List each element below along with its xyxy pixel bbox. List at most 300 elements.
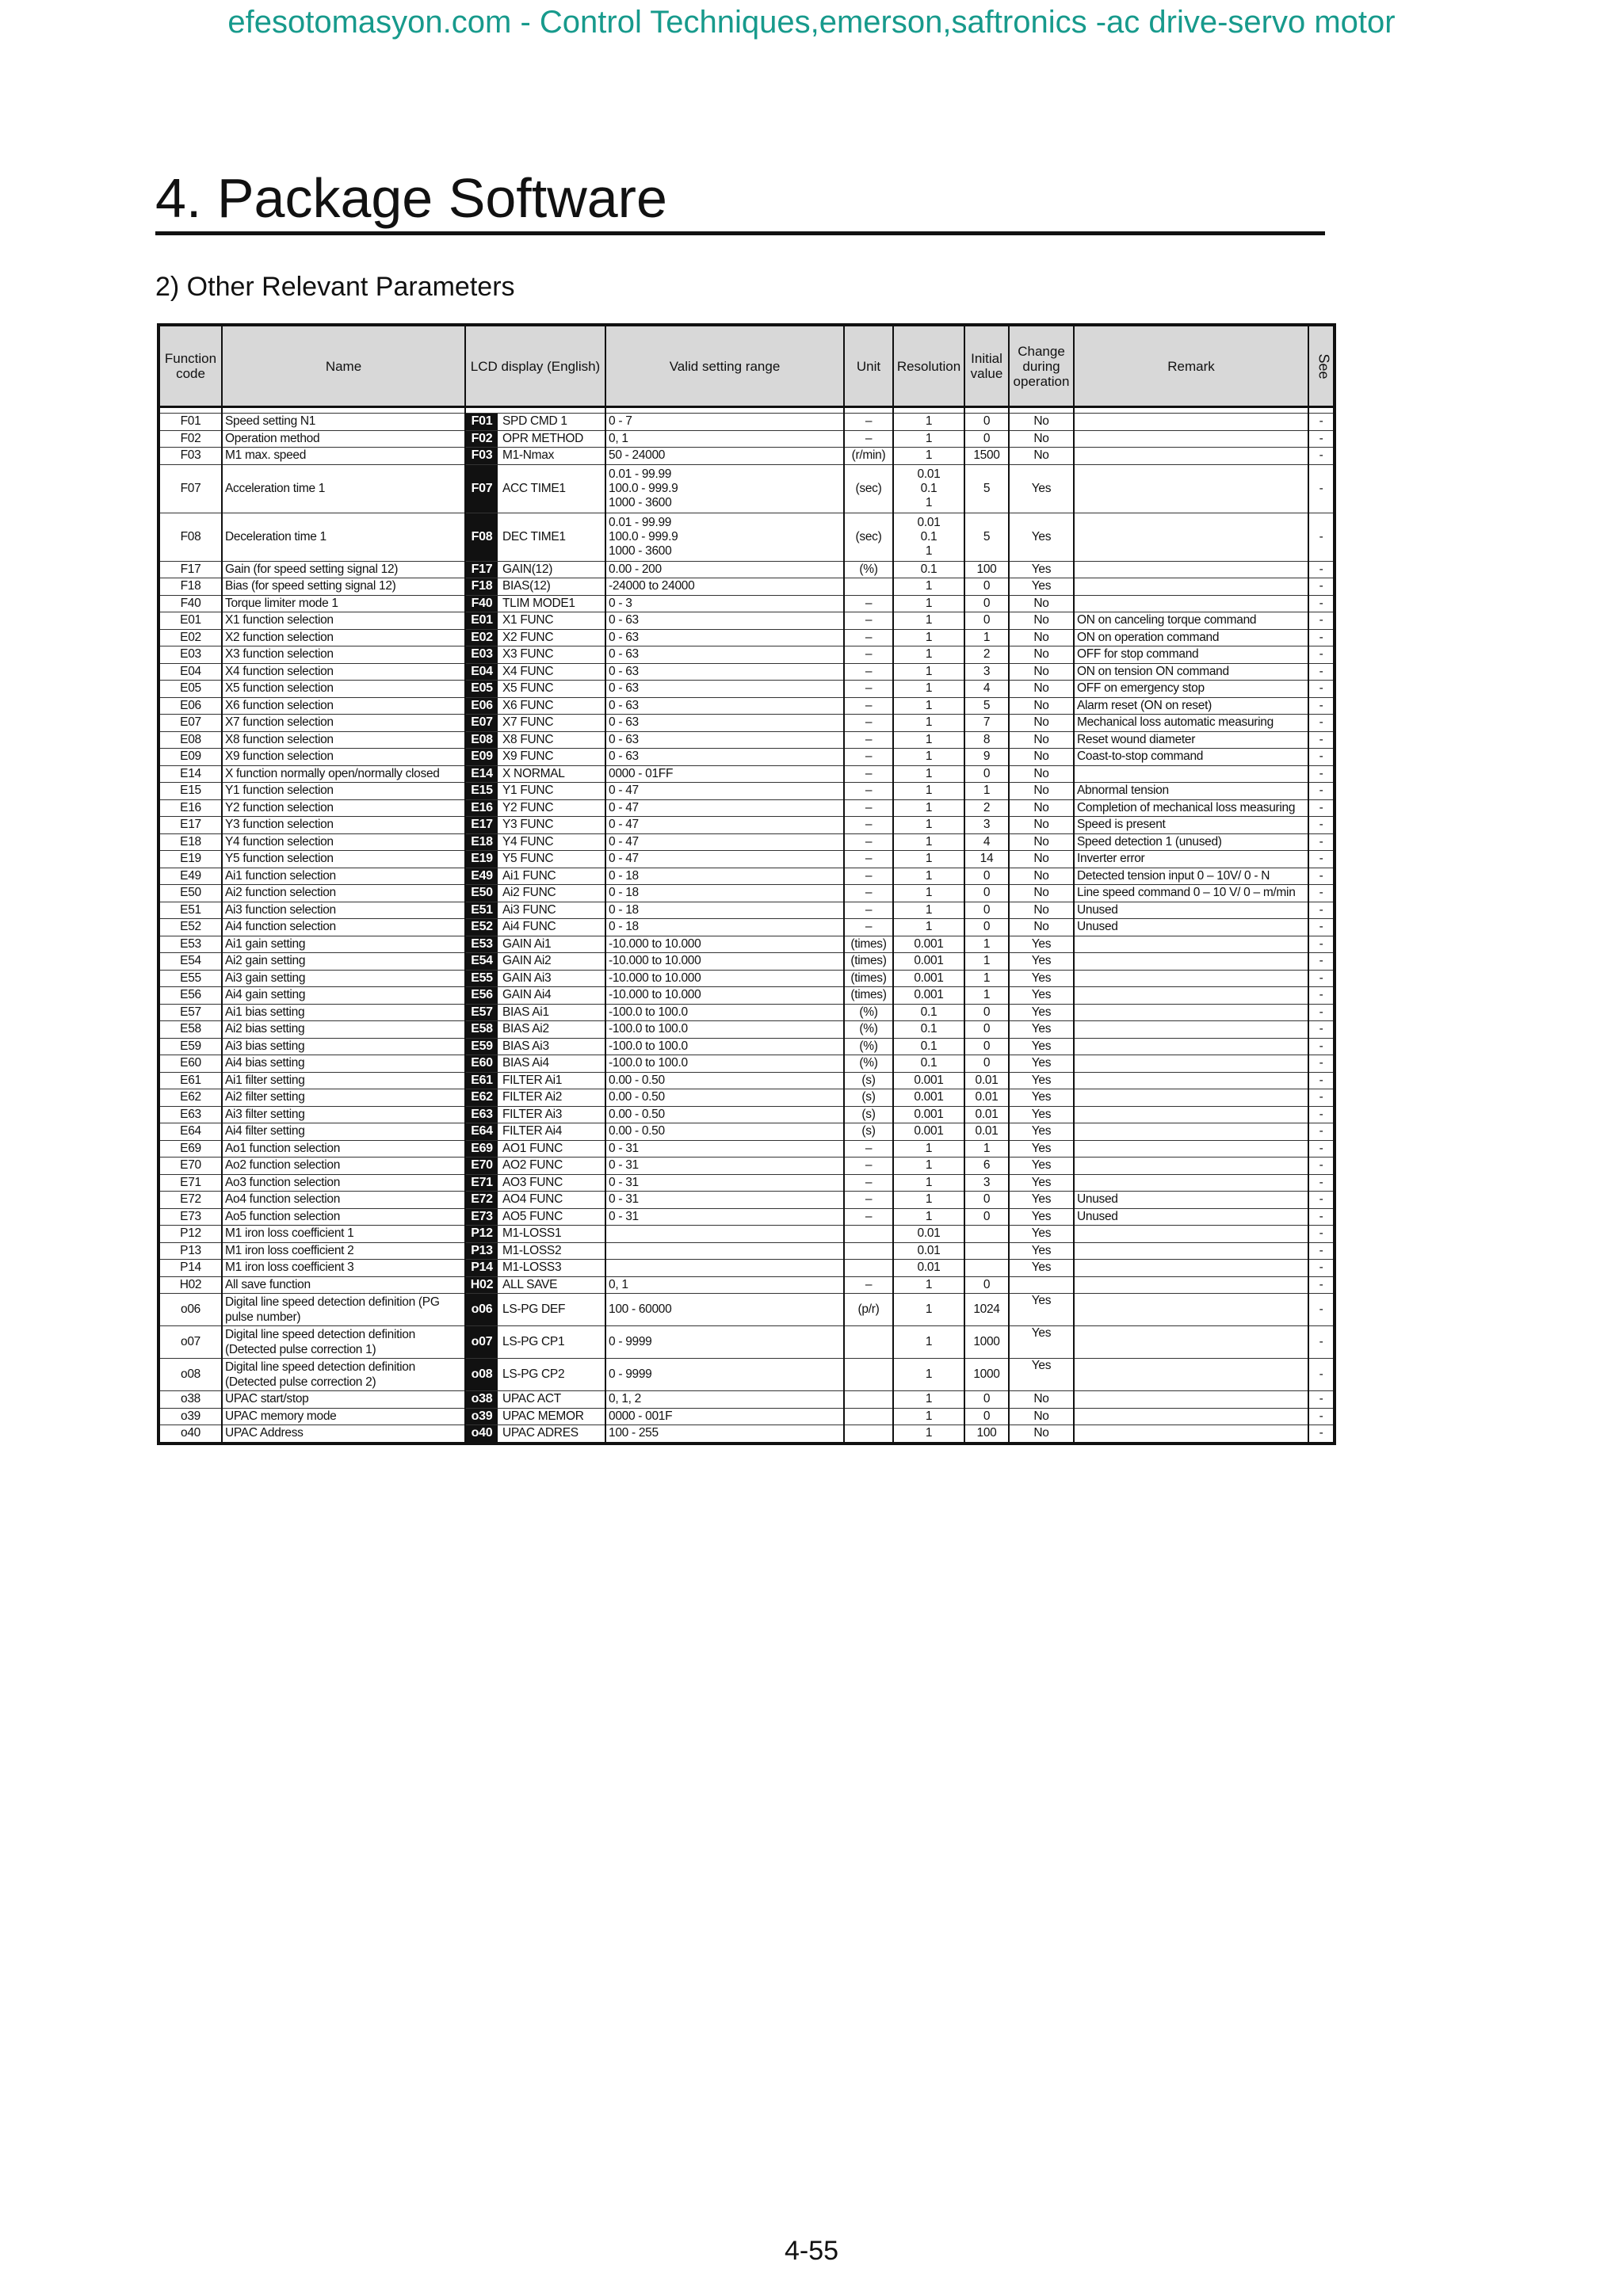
cell-change: No xyxy=(1009,817,1074,834)
lcd-text: DEC TIME1 xyxy=(502,529,566,543)
table-body xyxy=(158,407,1335,1444)
table-row xyxy=(158,1072,1335,1089)
cell-unit xyxy=(844,1391,893,1409)
cell-name: Ao1 function selection xyxy=(222,1140,465,1158)
cell-change: Yes xyxy=(1009,464,1074,513)
cell-code: E49 xyxy=(158,868,222,885)
cell-init: 8 xyxy=(964,731,1009,749)
cell-change: No xyxy=(1009,799,1074,817)
lcd-text: LS-PG CP2 xyxy=(502,1367,565,1381)
cell-change: No xyxy=(1009,430,1074,448)
cell-remark xyxy=(1074,448,1308,465)
cell-range: -100.0 to 100.0 xyxy=(605,1021,844,1039)
cell-remark: Speed is present xyxy=(1074,817,1308,834)
lcd-code-badge: o08 xyxy=(466,1359,498,1390)
cell-lcd xyxy=(465,1123,605,1141)
lcd-code-badge: P14 xyxy=(466,1260,498,1276)
cell-res: 1 xyxy=(893,414,964,431)
lcd-text: GAIN Ai4 xyxy=(502,988,552,1002)
lcd-text: UPAC ACT xyxy=(502,1392,561,1406)
lcd-code-badge: F03 xyxy=(466,448,498,464)
table-row xyxy=(158,783,1335,800)
lcd-text: BIAS Ai2 xyxy=(502,1022,549,1036)
cell-range xyxy=(605,1242,844,1260)
cell-unit: (s) xyxy=(844,1072,893,1089)
lcd-code-badge: E69 xyxy=(466,1141,498,1158)
parameter-table xyxy=(157,323,1336,1445)
lcd-display xyxy=(466,1107,605,1123)
lcd-code-badge: E06 xyxy=(466,698,498,715)
cell-init: 1000 xyxy=(964,1359,1009,1391)
lcd-code-badge: F01 xyxy=(466,414,498,430)
cell-res: 0.1 xyxy=(893,561,964,578)
lcd-text: M1-LOSS3 xyxy=(502,1261,562,1275)
cell-change: No xyxy=(1009,885,1074,902)
cell-name: X4 function selection xyxy=(222,663,465,681)
cell-init: 0 xyxy=(964,578,1009,596)
table-row xyxy=(158,1226,1335,1243)
cell-range: 0 - 18 xyxy=(605,902,844,919)
cell-remark xyxy=(1074,1276,1308,1294)
cell-lcd xyxy=(465,1226,605,1243)
lcd-code-badge: E70 xyxy=(466,1158,498,1174)
cell-remark xyxy=(1074,578,1308,596)
cell-unit: (%) xyxy=(844,1055,893,1073)
cell-range: 0.00 - 200 xyxy=(605,561,844,578)
cell-unit: – xyxy=(844,1140,893,1158)
cell-see: - xyxy=(1308,578,1335,596)
cell-see: - xyxy=(1308,513,1335,561)
cell-change: Yes xyxy=(1009,1326,1074,1359)
cell-range: 0.01 - 99.99 100.0 - 999.9 1000 - 3600 xyxy=(605,513,844,561)
lcd-code-badge: E03 xyxy=(466,646,498,663)
cell-remark: OFF on emergency stop xyxy=(1074,681,1308,698)
lcd-display xyxy=(466,851,605,868)
cell-res: 1 xyxy=(893,448,964,465)
cell-remark: Unused xyxy=(1074,1192,1308,1209)
cell-unit xyxy=(844,1260,893,1277)
cell-unit: (r/min) xyxy=(844,448,893,465)
cell-change: Yes xyxy=(1009,1038,1074,1055)
cell-init: 0 xyxy=(964,1055,1009,1073)
cell-remark xyxy=(1074,1123,1308,1141)
cell-change: No xyxy=(1009,595,1074,612)
cell-see: - xyxy=(1308,629,1335,646)
cell-lcd xyxy=(465,1055,605,1073)
lcd-text: X9 FUNC xyxy=(502,749,554,764)
lcd-display xyxy=(466,513,605,561)
lcd-code-badge: E73 xyxy=(466,1209,498,1226)
lcd-text: SPD CMD 1 xyxy=(502,414,567,429)
lcd-code-badge: o39 xyxy=(466,1409,498,1425)
lcd-display xyxy=(466,698,605,715)
cell-remark: Unused xyxy=(1074,919,1308,936)
lcd-display xyxy=(466,1277,605,1294)
cell-see: - xyxy=(1308,885,1335,902)
cell-see: - xyxy=(1308,799,1335,817)
lcd-display xyxy=(466,664,605,681)
cell-unit: – xyxy=(844,715,893,732)
cell-remark xyxy=(1074,1038,1308,1055)
header-see-label: See xyxy=(1316,353,1332,379)
cell-res: 1 xyxy=(893,646,964,664)
cell-code: E71 xyxy=(158,1174,222,1192)
lcd-code-badge: E19 xyxy=(466,851,498,868)
lcd-text: AO3 FUNC xyxy=(502,1175,563,1189)
cell-range: 100 - 60000 xyxy=(605,1294,844,1326)
cell-res: 1 xyxy=(893,902,964,919)
cell-init: 6 xyxy=(964,1158,1009,1175)
lcd-code-badge: E60 xyxy=(466,1055,498,1072)
cell-res: 0.1 xyxy=(893,1038,964,1055)
lcd-text: BIAS Ai1 xyxy=(502,1005,549,1019)
table-row xyxy=(158,1425,1335,1444)
cell-unit: (sec) xyxy=(844,513,893,561)
table-row xyxy=(158,578,1335,596)
cell-range: 0000 - 01FF xyxy=(605,765,844,783)
table-row xyxy=(158,629,1335,646)
site-banner[interactable]: efesotomasyon.com - Control Techniques,emerson,saftronics -ac drive-servo motor xyxy=(227,5,1396,40)
cell-res: 1 xyxy=(893,1174,964,1192)
lcd-code-badge: E55 xyxy=(466,971,498,987)
cell-init: 4 xyxy=(964,681,1009,698)
cell-lcd xyxy=(465,681,605,698)
table-row xyxy=(158,1192,1335,1209)
cell-res: 1 xyxy=(893,833,964,851)
cell-init xyxy=(964,1226,1009,1243)
cell-res: 1 xyxy=(893,612,964,630)
cell-see: - xyxy=(1308,681,1335,698)
cell-unit: – xyxy=(844,1158,893,1175)
lcd-text: X8 FUNC xyxy=(502,732,554,746)
cell-res: 1 xyxy=(893,578,964,596)
lcd-code-badge: E15 xyxy=(466,783,498,799)
cell-code: F02 xyxy=(158,430,222,448)
lcd-text: BIAS(12) xyxy=(502,579,551,593)
cell-range: 0 - 63 xyxy=(605,646,844,664)
cell-lcd xyxy=(465,783,605,800)
cell-change: Yes xyxy=(1009,1123,1074,1141)
cell-init: 5 xyxy=(964,464,1009,513)
lcd-display xyxy=(466,1243,605,1260)
table-row xyxy=(158,987,1335,1005)
cell-remark xyxy=(1074,1226,1308,1243)
lcd-code-badge: o06 xyxy=(466,1294,498,1325)
lcd-code-badge: o40 xyxy=(466,1425,498,1442)
cell-remark: Detected tension input 0 – 10V/ 0 - N xyxy=(1074,868,1308,885)
cell-range: 0 - 31 xyxy=(605,1140,844,1158)
cell-range: 0000 - 001F xyxy=(605,1408,844,1425)
cell-res: 1 xyxy=(893,765,964,783)
table-row xyxy=(158,1004,1335,1021)
cell-see: - xyxy=(1308,1326,1335,1359)
lcd-display xyxy=(466,732,605,749)
cell-remark: Abnormal tension xyxy=(1074,783,1308,800)
cell-change: No xyxy=(1009,414,1074,431)
cell-code: E04 xyxy=(158,663,222,681)
cell-init: 9 xyxy=(964,749,1009,766)
cell-remark xyxy=(1074,1106,1308,1123)
cell-see: - xyxy=(1308,1359,1335,1391)
cell-res: 0.1 xyxy=(893,1055,964,1073)
table-row xyxy=(158,1140,1335,1158)
cell-lcd xyxy=(465,970,605,987)
table-header-row xyxy=(158,325,1335,407)
cell-name: Ai1 function selection xyxy=(222,868,465,885)
cell-name: Ai3 bias setting xyxy=(222,1038,465,1055)
lcd-code-badge: F07 xyxy=(466,465,498,513)
cell-change: No xyxy=(1009,663,1074,681)
cell-code: P12 xyxy=(158,1226,222,1243)
cell-init: 3 xyxy=(964,1174,1009,1192)
cell-code: E01 xyxy=(158,612,222,630)
table-row xyxy=(158,681,1335,698)
cell-res: 1 xyxy=(893,1391,964,1409)
cell-init: 1024 xyxy=(964,1294,1009,1326)
lcd-text: GAIN Ai3 xyxy=(502,971,552,985)
cell-range: 0 - 63 xyxy=(605,663,844,681)
cell-init: 0 xyxy=(964,1208,1009,1226)
cell-range: 0 - 47 xyxy=(605,833,844,851)
cell-init: 0 xyxy=(964,612,1009,630)
lcd-display xyxy=(466,1089,605,1106)
cell-range: -100.0 to 100.0 xyxy=(605,1004,844,1021)
cell-remark xyxy=(1074,430,1308,448)
lcd-text: Y4 FUNC xyxy=(502,834,554,849)
cell-unit: – xyxy=(844,629,893,646)
cell-change: No xyxy=(1009,629,1074,646)
lcd-code-badge: F17 xyxy=(466,562,498,578)
cell-range: 0 - 9999 xyxy=(605,1326,844,1359)
table-row xyxy=(158,817,1335,834)
cell-init: 1 xyxy=(964,629,1009,646)
cell-code: o08 xyxy=(158,1359,222,1391)
cell-range: 0.01 - 99.99 100.0 - 999.9 1000 - 3600 xyxy=(605,464,844,513)
cell-unit: – xyxy=(844,1174,893,1192)
cell-res: 1 xyxy=(893,1140,964,1158)
cell-lcd xyxy=(465,1294,605,1326)
cell-res: 1 xyxy=(893,1359,964,1391)
cell-name: Ao3 function selection xyxy=(222,1174,465,1192)
cell-change: Yes xyxy=(1009,1106,1074,1123)
cell-range: 0 - 63 xyxy=(605,715,844,732)
cell-lcd xyxy=(465,578,605,596)
cell-remark xyxy=(1074,1158,1308,1175)
table-row xyxy=(158,936,1335,953)
cell-change: Yes xyxy=(1009,1242,1074,1260)
cell-change: No xyxy=(1009,1391,1074,1409)
cell-init: 0 xyxy=(964,1004,1009,1021)
lcd-text: Ai2 FUNC xyxy=(502,886,556,900)
cell-unit: (times) xyxy=(844,970,893,987)
cell-unit: – xyxy=(844,681,893,698)
cell-name: Ai1 bias setting xyxy=(222,1004,465,1021)
cell-code: E16 xyxy=(158,799,222,817)
cell-res: 1 xyxy=(893,749,964,766)
cell-init: 0 xyxy=(964,902,1009,919)
cell-code: F18 xyxy=(158,578,222,596)
cell-init: 1 xyxy=(964,987,1009,1005)
cell-range: -10.000 to 10.000 xyxy=(605,987,844,1005)
cell-name: Bias (for speed setting signal 12) xyxy=(222,578,465,596)
cell-lcd xyxy=(465,1158,605,1175)
cell-range: 0 - 31 xyxy=(605,1208,844,1226)
lcd-text: BIAS Ai4 xyxy=(502,1056,549,1070)
lcd-code-badge: H02 xyxy=(466,1277,498,1294)
cell-res: 1 xyxy=(893,681,964,698)
cell-lcd xyxy=(465,612,605,630)
cell-name: Digital line speed detection definition (Detected pulse correction 1) xyxy=(222,1326,465,1359)
lcd-display xyxy=(466,783,605,799)
lcd-text: X4 FUNC xyxy=(502,664,554,678)
cell-see: - xyxy=(1308,1260,1335,1277)
header-see xyxy=(1308,325,1335,407)
cell-range: 0 - 18 xyxy=(605,919,844,936)
cell-see: - xyxy=(1308,1391,1335,1409)
cell-code: E07 xyxy=(158,715,222,732)
cell-name: X8 function selection xyxy=(222,731,465,749)
lcd-code-badge: E64 xyxy=(466,1123,498,1140)
cell-name: M1 max. speed xyxy=(222,448,465,465)
table-row xyxy=(158,868,1335,885)
cell-change: Yes xyxy=(1009,936,1074,953)
cell-code: E60 xyxy=(158,1055,222,1073)
cell-change: Yes xyxy=(1009,1021,1074,1039)
cell-see: - xyxy=(1308,919,1335,936)
cell-init xyxy=(964,1242,1009,1260)
header-change-during-operation: Change during operation xyxy=(1009,325,1074,407)
cell-lcd xyxy=(465,1242,605,1260)
lcd-display xyxy=(466,1326,605,1358)
lcd-text: BIAS Ai3 xyxy=(502,1039,549,1053)
cell-remark xyxy=(1074,1326,1308,1359)
cell-code: E03 xyxy=(158,646,222,664)
cell-range: 0 - 63 xyxy=(605,629,844,646)
cell-change: Yes xyxy=(1009,1260,1074,1277)
cell-range: -10.000 to 10.000 xyxy=(605,970,844,987)
cell-res: 0.001 xyxy=(893,953,964,971)
cell-lcd xyxy=(465,799,605,817)
header-remark: Remark xyxy=(1074,325,1308,407)
cell-res: 1 xyxy=(893,430,964,448)
cell-change: Yes xyxy=(1009,1089,1074,1107)
cell-name: X1 function selection xyxy=(222,612,465,630)
cell-remark xyxy=(1074,513,1308,561)
cell-change: Yes xyxy=(1009,953,1074,971)
cell-code: F17 xyxy=(158,561,222,578)
cell-change: Yes xyxy=(1009,970,1074,987)
cell-res: 0.001 xyxy=(893,1123,964,1141)
table-row xyxy=(158,1038,1335,1055)
cell-name: Ai2 function selection xyxy=(222,885,465,902)
lcd-display xyxy=(466,1021,605,1038)
cell-code: E09 xyxy=(158,749,222,766)
lcd-code-badge: E51 xyxy=(466,902,498,919)
table-row xyxy=(158,833,1335,851)
cell-change: No xyxy=(1009,833,1074,851)
lcd-display xyxy=(466,902,605,919)
cell-code: E53 xyxy=(158,936,222,953)
cell-range: -100.0 to 100.0 xyxy=(605,1055,844,1073)
cell-lcd xyxy=(465,1408,605,1425)
cell-code: E06 xyxy=(158,697,222,715)
cell-res: 1 xyxy=(893,1326,964,1359)
cell-name: All save function xyxy=(222,1276,465,1294)
cell-code: F08 xyxy=(158,513,222,561)
lcd-text: FILTER Ai4 xyxy=(502,1124,563,1138)
cell-res: 0.01 xyxy=(893,1260,964,1277)
cell-change: No xyxy=(1009,919,1074,936)
cell-unit: – xyxy=(844,868,893,885)
lcd-text: AO4 FUNC xyxy=(502,1192,563,1207)
cell-change: Yes xyxy=(1009,1158,1074,1175)
lcd-display xyxy=(466,1359,605,1390)
cell-name: Operation method xyxy=(222,430,465,448)
cell-lcd xyxy=(465,1391,605,1409)
cell-name: M1 iron loss coefficient 2 xyxy=(222,1242,465,1260)
lcd-code-badge: E56 xyxy=(466,987,498,1004)
lcd-text: LS-PG CP1 xyxy=(502,1335,565,1348)
cell-change: No xyxy=(1009,765,1074,783)
cell-lcd xyxy=(465,1021,605,1039)
cell-code: E73 xyxy=(158,1208,222,1226)
cell-see: - xyxy=(1308,414,1335,431)
cell-see: - xyxy=(1308,1408,1335,1425)
cell-remark xyxy=(1074,1140,1308,1158)
cell-see: - xyxy=(1308,987,1335,1005)
cell-lcd xyxy=(465,1208,605,1226)
cell-unit: – xyxy=(844,646,893,664)
cell-lcd xyxy=(465,513,605,561)
cell-remark xyxy=(1074,1408,1308,1425)
cell-remark: Reset wound diameter xyxy=(1074,731,1308,749)
cell-see: - xyxy=(1308,1055,1335,1073)
cell-range: 0 - 9999 xyxy=(605,1359,844,1391)
cell-range: 0 - 47 xyxy=(605,799,844,817)
cell-unit: (sec) xyxy=(844,464,893,513)
cell-see: - xyxy=(1308,1038,1335,1055)
cell-change: Yes xyxy=(1009,1226,1074,1243)
cell-unit: – xyxy=(844,414,893,431)
cell-see: - xyxy=(1308,1242,1335,1260)
lcd-display xyxy=(466,1294,605,1325)
cell-see: - xyxy=(1308,1021,1335,1039)
lcd-code-badge: E05 xyxy=(466,681,498,697)
cell-init: 0.01 xyxy=(964,1072,1009,1089)
cell-remark xyxy=(1074,561,1308,578)
cell-range: 0 - 3 xyxy=(605,595,844,612)
cell-see: - xyxy=(1308,953,1335,971)
cell-range: -10.000 to 10.000 xyxy=(605,953,844,971)
table-row xyxy=(158,953,1335,971)
cell-res: 1 xyxy=(893,1192,964,1209)
lcd-text: Ai4 FUNC xyxy=(502,920,556,934)
cell-range: 0, 1 xyxy=(605,430,844,448)
cell-init: 5 xyxy=(964,697,1009,715)
cell-change: Yes xyxy=(1009,1004,1074,1021)
cell-lcd xyxy=(465,987,605,1005)
cell-init: 7 xyxy=(964,715,1009,732)
lcd-text: GAIN Ai2 xyxy=(502,954,552,968)
lcd-text: M1-Nmax xyxy=(502,448,555,463)
lcd-text: UPAC MEMOR xyxy=(502,1409,584,1423)
cell-remark: Unused xyxy=(1074,902,1308,919)
cell-change: Yes xyxy=(1009,513,1074,561)
lcd-text: X6 FUNC xyxy=(502,698,554,712)
cell-res: 1 xyxy=(893,731,964,749)
cell-res: 0.001 xyxy=(893,936,964,953)
cell-change: Yes xyxy=(1009,1192,1074,1209)
